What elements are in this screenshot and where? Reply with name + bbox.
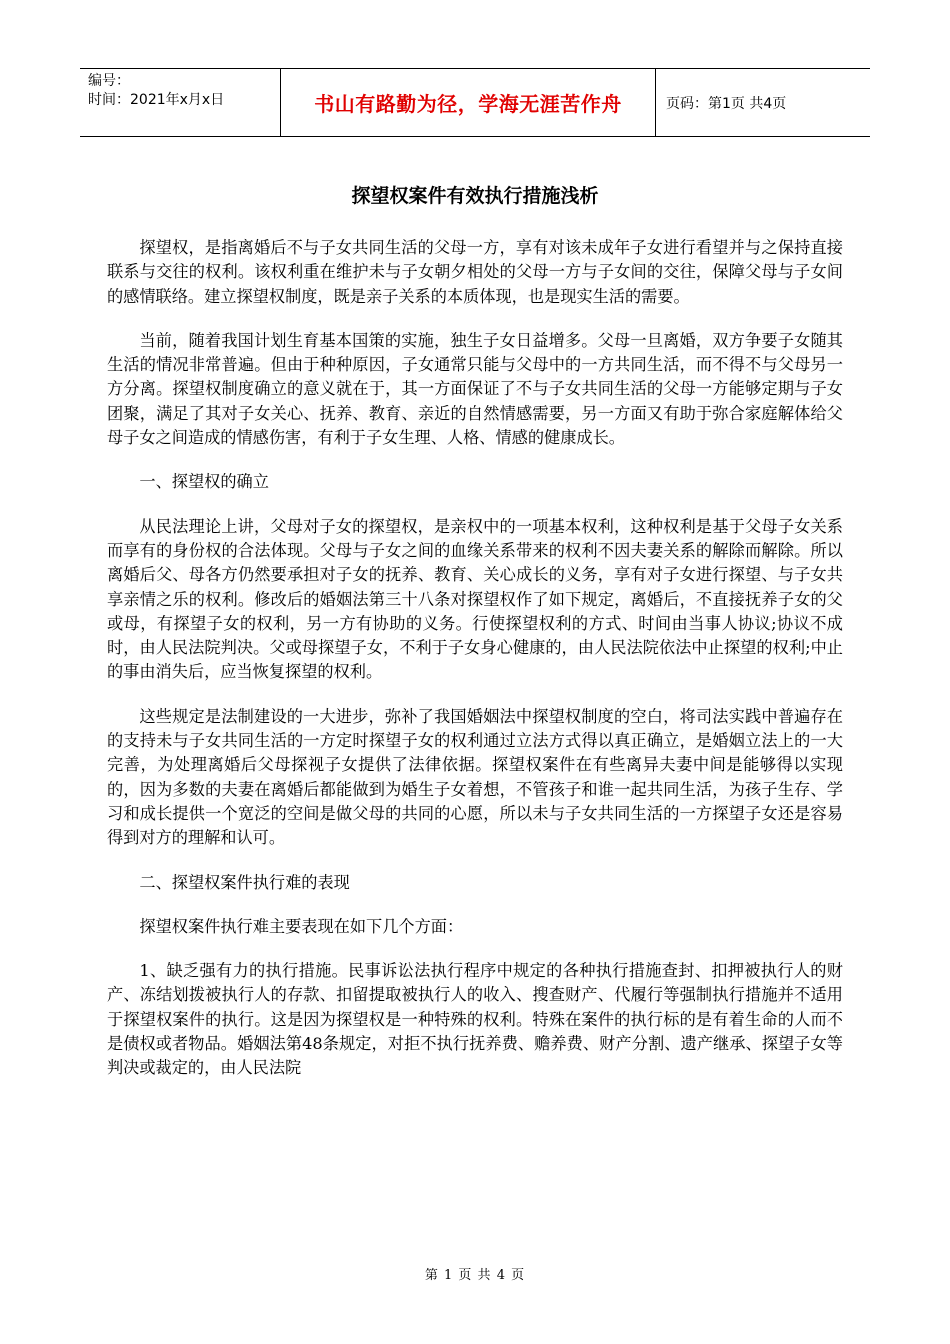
- paragraph: 探望权案件执行难主要表现在如下几个方面：: [139, 916, 464, 936]
- document-number-label: 编号：: [88, 73, 130, 89]
- page-header: [80, 68, 870, 137]
- document-body: [107, 236, 843, 1101]
- document-title: 探望权案件有效执行措施浅析: [351, 185, 599, 207]
- document-date: 时间：2021年x月x日: [88, 92, 225, 108]
- section-heading: 二、探望权案件执行难的表现: [139, 872, 350, 892]
- paragraph: 当前，随着我国计划生育基本国策的实施，独生子女日益增多。父母一旦离婚，双方争要子女随其生活的情况非常普遍。但由于种种原因，子女通常只能与父母中的一方共同生活，而不得不与父母另一方分离。探望权制度确立的意义就在于，其一方面保证了不与子女共同生活的父母一方能够定期与子女团聚，满足了其对子女关心、抚养、教育、亲近的自然情感需要，另一方面又有助于弥合家庭解体给父母子女之间造成的情感伤害，有利于子女生理、人格、情感的健康成长。: [107, 330, 843, 448]
- paragraph: 这些规定是法制建设的一大进步，弥补了我国婚姻法中探望权制度的空白，将司法实践中普遍存在的支持未与子女共同生活的一方定时探望子女的权利通过立法方式得以真正确立，是婚姻立法上的一大完善，为处理离婚后父母探视子女提供了法律依据。探望权案件在有些离异夫妻中间是能够得以实现的，因为多数的夫妻在离婚后都能做到为婚生子女着想，不管孩子和谁一起共同生活，为孩子生存、学习和成长提供一个宽泛的空间是做父母的共同的心愿，所以未与子女共同生活的一方探望子女还是容易得到对方的理解和认可。: [107, 706, 843, 848]
- paragraph: 从民法理论上讲，父母对子女的探望权，是亲权中的一项基本权利，这种权利是基于父母子女关系而享有的身份权的合法体现。父母与子女之间的血缘关系带来的权利不因夫妻关系的解除而解除。所以离婚后父、母各方仍然要承担对子女的抚养、教育、关心成长的义务，享有对子女进行探望、与子女共享亲情之乐的权利。修改后的婚姻法第三十八条对探望权作了如下规定，离婚后，不直接抚养子女的父或母，有探望子女的权利，另一方有协助的义务。行使探望权利的方式、时间由当事人协议;协议不成时，由人民法院判决。父或母探望子女，不利于子女身心健康的，由人民法院依法中止探望的权利;中止的事由消失后，应当恢复探望的权利。: [107, 516, 843, 682]
- paragraph: 1、缺乏强有力的执行措施。民事诉讼法执行程序中规定的各种执行措施查封、扣押被执行人的财产、冻结划拨被执行人的存款、扣留提取被执行人的收入、搜查财产、代履行等强制执行措施并不适用于探望权案件的执行。这是因为探望权是一种特殊的权利。特殊在案件的执行标的是有着生命的人而不是债权或者物品。婚姻法第48条规定，对拒不执行抚养费、赡养费、财产分割、遗产继承、探望子女等判决或裁定的，由人民法院: [107, 961, 843, 1078]
- header-meta: [80, 69, 281, 136]
- header-page-info: 页码：第1页 共4页: [666, 95, 787, 112]
- page-footer: 第 1 页 共 4 页: [424, 1268, 526, 1283]
- section-heading: 一、探望权的确立: [139, 472, 269, 492]
- paragraph: 探望权，是指离婚后不与子女共同生活的父母一方，享有对该未成年子女进行看望并与之保持直接联系与交往的权利。该权利重在维护未与子女朝夕相处的父母一方与子女间的交往，保障父母与子女间的感情联络。建立探望权制度，既是亲子关系的本质体现，也是现实生活的需要。: [107, 238, 843, 306]
- header-motto: 书山有路勤为径，学海无涯苦作舟: [281, 69, 656, 136]
